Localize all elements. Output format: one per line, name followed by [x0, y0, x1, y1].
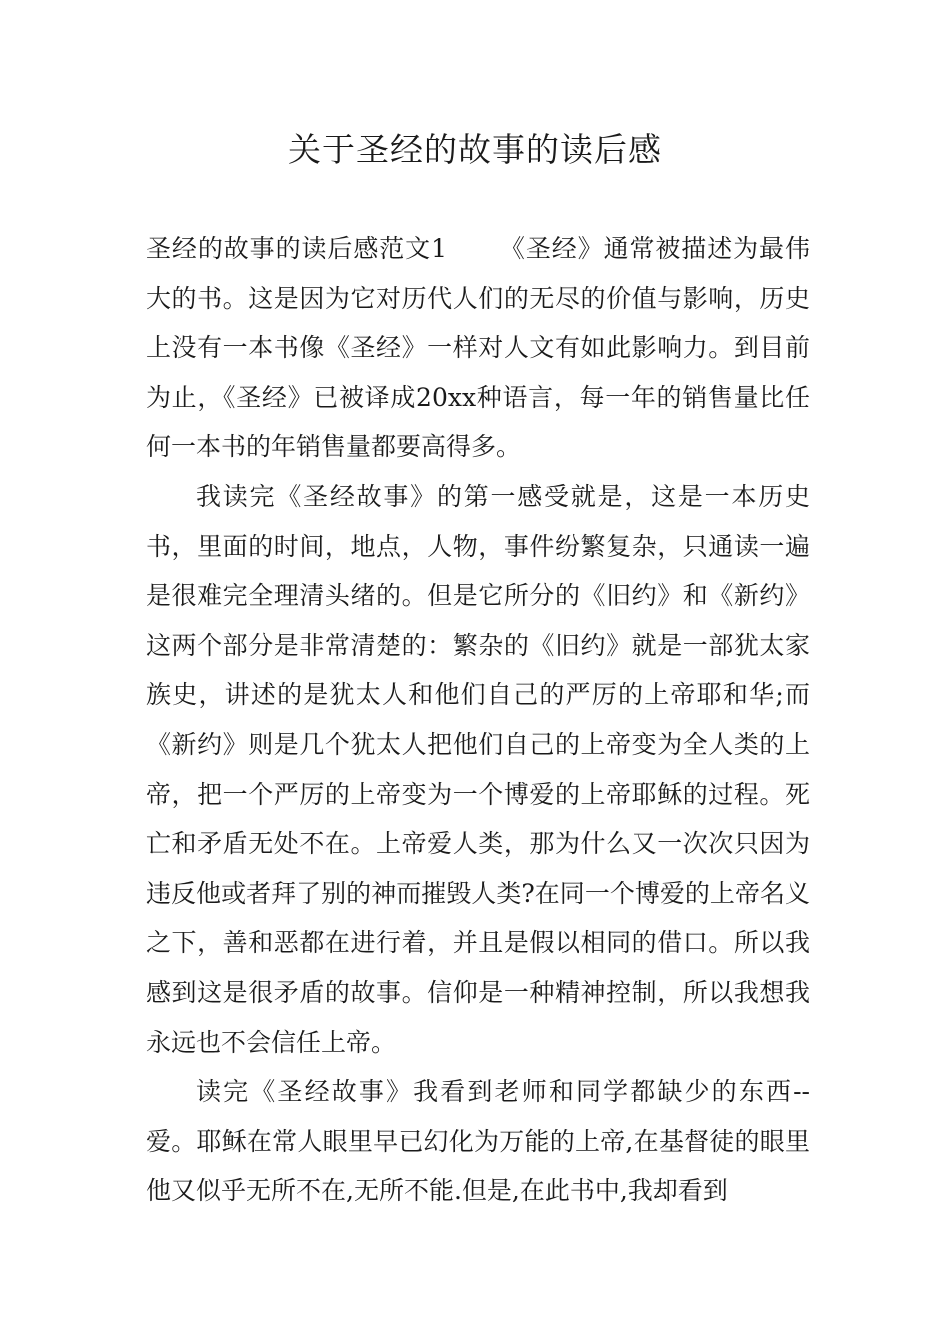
- document-title: 关于圣经的故事的读后感: [288, 130, 662, 169]
- paragraph-1: [146, 224, 810, 472]
- document-body: [146, 224, 810, 1216]
- paragraph-1-text: 《圣经》通常被描述为最伟大的书。这是因为它对历代人们的无尽的价值与影响，历史上没有一本书像《圣经》一样对人文有如此影响力。到目前为止，《圣经》已被译成20xx种语言，每一年的销售量比任何一本书的年销售量都要高得多。: [146, 234, 810, 462]
- paragraph-2: 我读完《圣经故事》的第一感受就是，这是一本历史书，里面的时间，地点，人物，事件纷繁复杂，只通读一遍是很难完全理清头绪的。但是它所分的《旧约》和《新约》这两个部分是非常清楚的：繁杂的《旧约》就是一部犹太家族史，讲述的是犹太人和他们自己的严厉的上帝耶和华;而《新约》则是几个犹太人把他们自己的上帝变为全人类的上帝，把一个严厉的上帝变为一个博爱的上帝耶稣的过程。死亡和矛盾无处不在。上帝爱人类，那为什么又一次次只因为违反他或者拜了别的神而摧毁人类?在同一个博爱的上帝名义之下，善和恶都在进行着，并且是假以相同的借口。所以我感到这是很矛盾的故事。信仰是一种精神控制，所以我想我永远也不会信任上帝。: [146, 481, 810, 1057]
- paragraph-3: 读完《圣经故事》我看到老师和同学都缺少的东西--爱。耶稣在常人眼里早已幻化为万能的上帝,在基督徒的眼里他又似乎无所不在,无所不能.但是,在此书中,我却看到: [146, 1077, 810, 1206]
- section-label: 圣经的故事的读后感范文1: [146, 234, 447, 263]
